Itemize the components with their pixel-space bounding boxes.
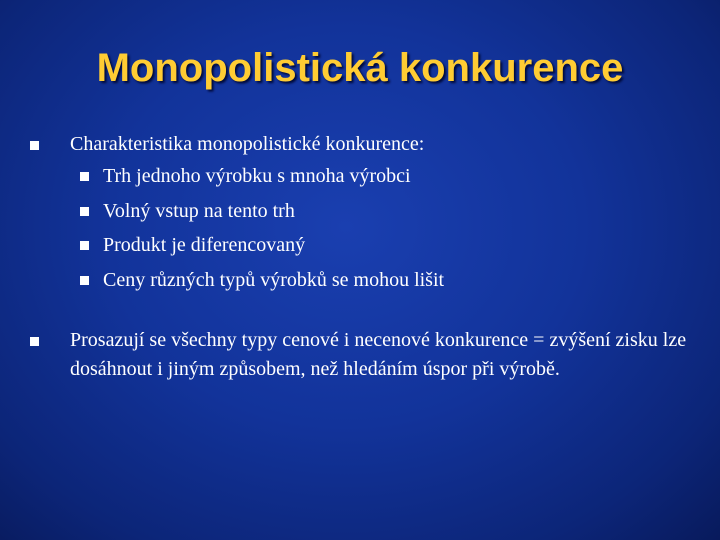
sub-bullet-text: Ceny různých typů výrobků se mohou lišit <box>103 268 445 291</box>
slide-title: Monopolistická konkurence <box>96 46 624 90</box>
sub-bullet-text: Trh jednoho výrobku s mnoha výrobci <box>103 165 411 187</box>
sub-bullet-item <box>70 228 688 263</box>
bullet-text: Prosazují se všechny typy cenové i necenové konkurence = zvýšení zisku lze dosáhnout i jiným způsobem, než hledáním úspor při výrobě. <box>70 329 687 380</box>
bullet-text: Charakteristika monopolistické konkurence: <box>70 133 425 155</box>
square-bullet-icon <box>30 141 39 150</box>
square-bullet-icon <box>80 241 89 250</box>
slide-content <box>28 130 688 384</box>
sub-bullet-list <box>70 159 688 297</box>
square-bullet-icon <box>80 172 89 181</box>
sub-bullet-item <box>70 194 688 229</box>
bullet-item-characteristics <box>28 130 688 297</box>
sub-bullet-text: Volný vstup na tento trh <box>103 199 295 222</box>
square-bullet-icon <box>80 276 89 285</box>
sub-bullet-text: Produkt je diferencovaný <box>103 234 306 256</box>
square-bullet-icon <box>80 207 89 216</box>
bullet-item-competition <box>28 326 688 384</box>
square-bullet-icon <box>30 337 39 346</box>
sub-bullet-item <box>70 159 688 194</box>
sub-bullet-item <box>70 263 688 298</box>
